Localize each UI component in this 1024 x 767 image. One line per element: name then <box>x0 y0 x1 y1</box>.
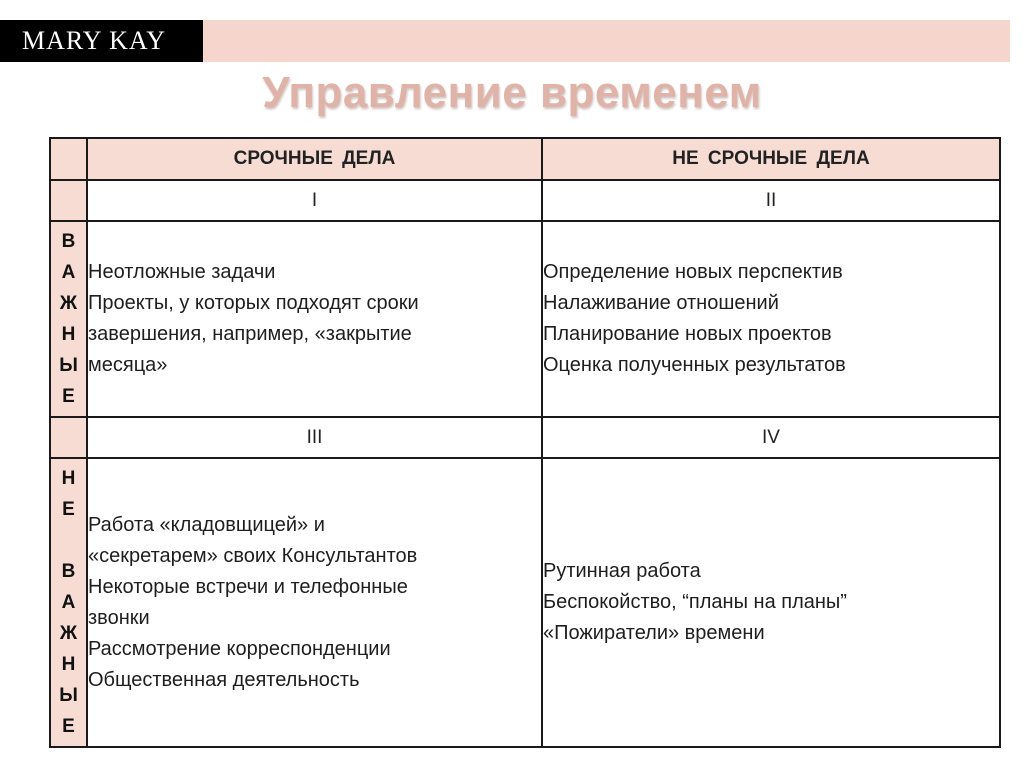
quadrant-4-cell <box>542 458 1000 747</box>
roman-row-top <box>50 180 1000 221</box>
quadrant-1-cell <box>87 221 542 417</box>
quadrant-3-line: Рассмотрение корреспонденции <box>88 637 391 660</box>
quadrant-number-2: II <box>542 180 1000 221</box>
quadrant-4-text <box>543 556 999 649</box>
row-label-not-important-letters <box>59 463 78 742</box>
column-header-not-urgent: НЕ СРОЧНЫЕ ДЕЛА <box>542 138 1000 180</box>
brand-logo: MARY KAY <box>0 20 203 62</box>
row-label-not-important-letter: А <box>61 592 76 613</box>
row-label-important-letter: Е <box>62 386 75 407</box>
quadrant-2-line: Оценка полученных результатов <box>543 354 846 376</box>
quadrant-3-line: Общественная деятельность <box>88 668 360 691</box>
side-band-top <box>50 180 87 221</box>
quadrant-3-line: «секретарем» своих Консультантов <box>88 544 418 567</box>
quadrant-4-line: Беспокойство, “планы на планы” <box>543 591 847 613</box>
roman-row-bottom <box>50 417 1000 458</box>
important-row <box>50 221 1000 417</box>
quadrant-2-line: Планирование новых проектов <box>543 323 832 345</box>
column-header-urgent: СРОЧНЫЕ ДЕЛА <box>87 138 542 180</box>
row-label-important-letters <box>59 226 78 412</box>
page-title: Управление временем <box>262 68 762 117</box>
row-label-not-important-letter: В <box>61 561 76 582</box>
row-label-important-letter: А <box>61 262 76 283</box>
quadrant-1-line: завершения, например, «закрытие <box>88 323 412 345</box>
side-band-bottom <box>50 417 87 458</box>
row-label-important-letter: Ж <box>59 293 78 314</box>
not-important-row <box>50 458 1000 747</box>
quadrant-1-line: Проекты, у которых подходят сроки <box>88 292 419 314</box>
quadrant-2-line: Налаживание отношений <box>543 292 779 314</box>
row-label-not-important-letter: Н <box>61 654 76 675</box>
quadrant-3-line: звонки <box>88 606 150 629</box>
row-label-important-letter: В <box>61 231 76 252</box>
quadrant-2-cell <box>542 221 1000 417</box>
quadrant-3-line: Некоторые встречи и телефонные <box>88 575 408 598</box>
quadrant-2-text <box>543 257 999 381</box>
quadrant-number-1: I <box>87 180 542 221</box>
time-management-matrix <box>49 137 1001 748</box>
row-label-not-important-letter: Ы <box>59 685 78 706</box>
quadrant-number-3: III <box>87 417 542 458</box>
header-row <box>50 138 1000 180</box>
row-label-not-important-letter: Н <box>61 468 76 489</box>
row-label-important-letter: Ы <box>59 355 78 376</box>
row-label-not-important-letter <box>59 525 78 556</box>
quadrant-number-4: IV <box>542 417 1000 458</box>
quadrant-3-line: Работа «кладовщицей» и <box>88 513 325 536</box>
quadrant-4-line: Рутинная работа <box>543 560 701 582</box>
row-label-important <box>50 221 87 417</box>
quadrant-1-line: Неотложные задачи <box>88 261 276 283</box>
quadrant-3-cell <box>87 458 542 747</box>
corner-cell <box>50 138 87 180</box>
row-label-not-important-letter: Ж <box>59 623 78 644</box>
row-label-not-important-letter: Е <box>62 499 75 520</box>
quadrant-1-line: месяца» <box>88 354 168 376</box>
quadrant-4-line: «Пожиратели» времени <box>543 622 765 644</box>
quadrant-1-text <box>88 257 541 381</box>
header-bar <box>0 20 1010 62</box>
quadrant-3-text <box>88 510 541 696</box>
header-band <box>203 20 1010 62</box>
row-label-not-important-letter: Е <box>62 716 75 737</box>
quadrant-2-line: Определение новых перспектив <box>543 261 843 283</box>
row-label-not-important <box>50 458 87 747</box>
row-label-important-letter: Н <box>61 324 76 345</box>
